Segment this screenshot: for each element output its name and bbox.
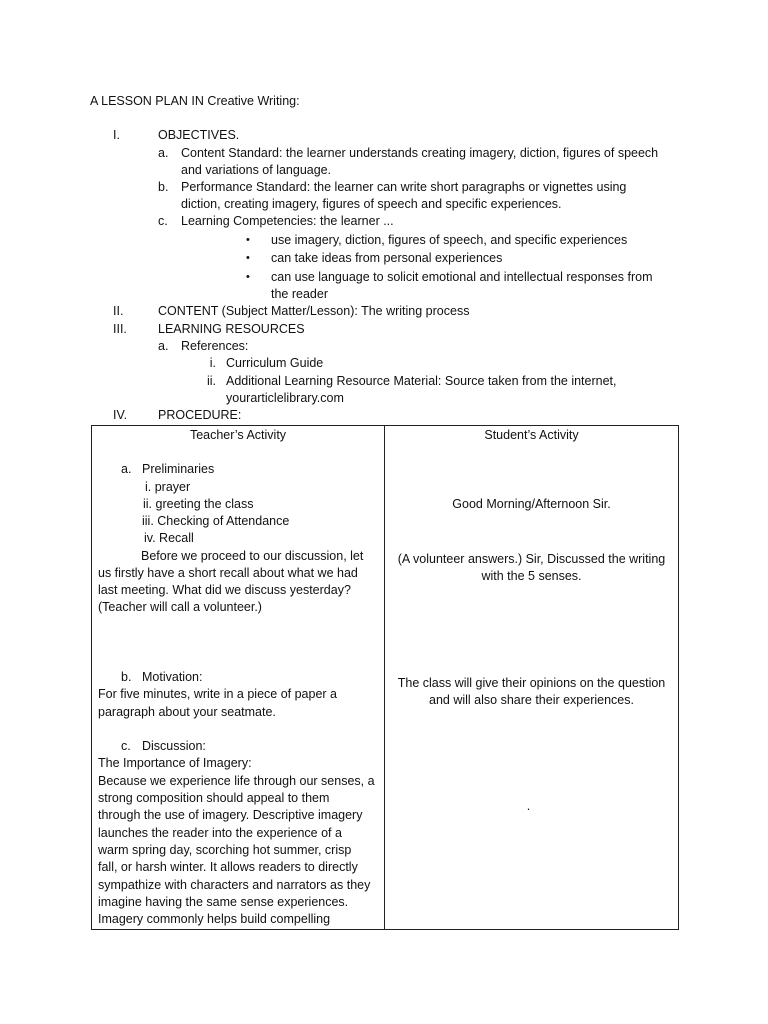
content-numeral: II. (113, 304, 124, 318)
student-greeting: Good Morning/Afternoon Sir. (452, 497, 611, 511)
recall-text: us firstly have a short recall about what we had (98, 566, 358, 580)
reference-numeral: ii. (206, 374, 216, 388)
motivation-label: Motivation: (142, 670, 203, 684)
objective-a-letter: a. (158, 146, 169, 160)
motivation-letter: b. (121, 670, 132, 684)
discussion-text: through the use of imagery. Descriptive imagery (98, 808, 363, 822)
reference-item: Additional Learning Resource Material: Source taken from the internet, (226, 374, 617, 388)
reference-numeral: i. (209, 356, 216, 370)
learning-competencies: Learning Competencies: the learner ... (181, 214, 394, 228)
discussion-text: strong composition should appeal to them (98, 791, 330, 805)
objectives-heading: OBJECTIVES. (158, 128, 240, 142)
competency-item: can take ideas from personal experiences (271, 251, 503, 265)
student-recall-answer: (A volunteer answers.) Sir, Discussed the writing (397, 552, 666, 566)
recall-text: last meeting. What did we discuss yesterday? (98, 583, 351, 597)
prelim-item: iv. Recall (144, 531, 194, 545)
discussion-text: launches the reader into the experience of a (98, 826, 342, 840)
bullet-icon: • (246, 252, 250, 264)
preliminaries-letter: a. (121, 462, 132, 476)
student-motivation-answer: and will also share their experiences. (429, 693, 634, 707)
discussion-letter: c. (121, 739, 131, 753)
objective-c-letter: c. (158, 214, 168, 228)
bullet-icon: • (246, 234, 250, 246)
content-heading: CONTENT (Subject Matter/Lesson): The writing process (158, 304, 470, 318)
references-label: References: (181, 339, 249, 353)
bullet-icon: • (246, 271, 250, 283)
student-dot: . (526, 799, 531, 813)
student-motivation-answer: The class will give their opinions on the question (397, 676, 666, 690)
resources-numeral: III. (113, 322, 127, 336)
title-subject: Creative Writing: (207, 94, 300, 108)
teacher-header: Teacher’s Activity (189, 428, 287, 442)
reference-item: Curriculum Guide (226, 356, 324, 370)
prelim-item: i. prayer (145, 480, 191, 494)
prelim-item: iii. Checking of Attendance (142, 514, 290, 528)
procedure-numeral: IV. (113, 408, 128, 422)
recall-text: (Teacher will call a volunteer.) (98, 600, 262, 614)
discussion-text: Because we experience life through our senses, a (98, 774, 375, 788)
document-title (90, 93, 300, 110)
prelim-item: ii. greeting the class (143, 497, 254, 511)
resources-heading: LEARNING RESOURCES (158, 322, 305, 336)
teacher-column (92, 426, 385, 930)
objective-b-letter: b. (158, 180, 169, 194)
performance-standard-line2: diction, creating imagery, figures of speech and specific experiences. (181, 197, 562, 211)
title-prefix: A LESSON PLAN IN (90, 94, 204, 108)
resources-a-letter: a. (158, 339, 169, 353)
discussion-text: fall, or harsh winter. It allows readers to directly (98, 860, 358, 874)
discussion-label: Discussion: (142, 739, 206, 753)
performance-standard-line1: Performance Standard: the learner can write short paragraphs or vignettes using (181, 180, 627, 194)
discussion-text: Imagery commonly helps build compelling (98, 912, 331, 926)
competency-item: can use language to solicit emotional and intellectual responses from (271, 270, 653, 284)
discussion-text: imagine having the same sense experiences. (98, 895, 349, 909)
content-standard-line1: Content Standard: the learner understands creating imagery, diction, figures of speech (181, 146, 659, 160)
student-column (385, 426, 679, 930)
student-header: Student’s Activity (484, 428, 579, 442)
discussion-text: warm spring day, scorching hot summer, crisp (98, 843, 352, 857)
competency-item-line2: the reader (271, 287, 328, 301)
preliminaries-label: Preliminaries (142, 462, 215, 476)
activity-table (91, 425, 679, 930)
motivation-text: For five minutes, write in a piece of paper a (98, 687, 338, 701)
recall-text: Before we proceed to our discussion, let (141, 549, 364, 563)
discussion-text: sympathize with characters and narrators as they (98, 878, 371, 892)
motivation-text: paragraph about your seatmate. (98, 705, 276, 719)
reference-item-line2: yourarticlelibrary.com (226, 391, 344, 405)
competency-item: use imagery, diction, figures of speech, and specific experiences (271, 233, 628, 247)
discussion-text: The Importance of Imagery: (98, 756, 252, 770)
objectives-numeral: I. (113, 128, 120, 142)
procedure-heading: PROCEDURE: (158, 408, 242, 422)
content-standard-line2: and variations of language. (181, 163, 332, 177)
student-recall-answer: with the 5 senses. (481, 569, 582, 583)
